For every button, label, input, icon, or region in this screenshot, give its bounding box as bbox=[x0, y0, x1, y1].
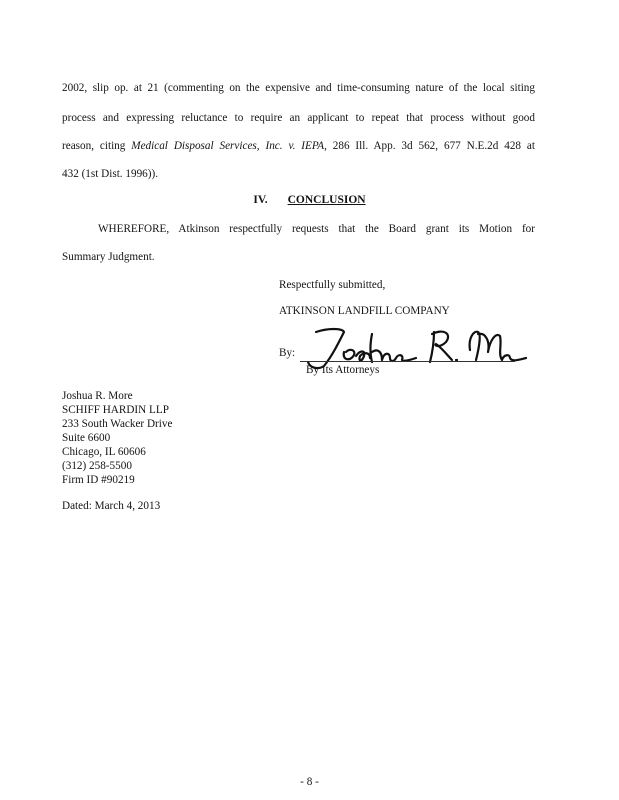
city-state-zip: Chicago, IL 60606 bbox=[62, 446, 146, 458]
body-line-3 bbox=[62, 139, 535, 153]
street-address: 233 South Wacker Drive bbox=[62, 418, 173, 430]
by-its-attorneys: By Its Attorneys bbox=[306, 364, 380, 376]
section-heading bbox=[0, 193, 619, 207]
body-line-4: 432 (1st Dist. 1996)). bbox=[62, 168, 159, 180]
phone: (312) 258-5500 bbox=[62, 460, 132, 472]
page-number: - 8 - bbox=[300, 776, 319, 788]
date-line: Dated: March 4, 2013 bbox=[62, 500, 161, 512]
body-line-1: 2002, slip op. at 21 (commenting on the expensive and time-consuming nature of the local siting bbox=[62, 82, 535, 94]
section-number: IV. bbox=[253, 194, 268, 206]
firm-name: SCHIFF HARDIN LLP bbox=[62, 404, 169, 416]
section-title: CONCLUSION bbox=[287, 194, 366, 206]
body-line-2: process and expressing reluctance to require an applicant to repeat that process without good bbox=[62, 112, 535, 124]
body-line-3-post: , 286 Ill. App. 3d 562, 677 N.E.2d 428 at bbox=[324, 140, 535, 152]
company-name: ATKINSON LANDFILL COMPANY bbox=[279, 305, 450, 317]
case-citation: Medical Disposal Services, Inc. v. IEPA bbox=[131, 140, 325, 152]
conclusion-line-1: WHEREFORE, Atkinson respectfully requests that the Board grant its Motion for bbox=[98, 223, 535, 235]
conclusion-line-2: Summary Judgment. bbox=[62, 251, 155, 263]
closing: Respectfully submitted, bbox=[279, 279, 386, 291]
firm-id: Firm ID #90219 bbox=[62, 474, 135, 486]
body-line-3-pre: reason, citing bbox=[62, 140, 132, 152]
by-label: By: bbox=[279, 347, 296, 359]
attorney-name: Joshua R. More bbox=[62, 390, 133, 402]
signature-line bbox=[300, 361, 515, 362]
suite: Suite 6600 bbox=[62, 432, 111, 444]
